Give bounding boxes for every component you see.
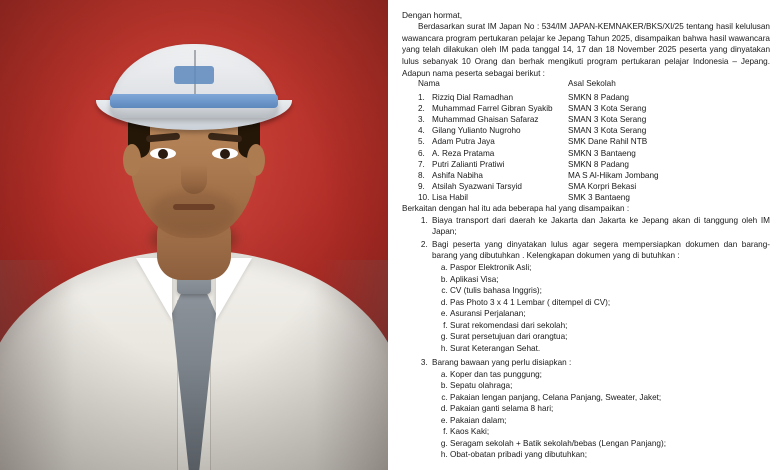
row-name: Lisa Habil [432, 192, 468, 202]
cap-stripe [110, 94, 278, 108]
row-name: Muhammad Farrel Gibran Syakib [432, 104, 553, 114]
eye-right [212, 148, 238, 159]
sub-list-item: b. Aplikasi Visa; [450, 275, 770, 286]
mouth [173, 204, 215, 210]
row-school: SMAN 3 Kota Serang [568, 126, 647, 136]
sub-list-item: h. Surat Keterangan Sehat. [450, 344, 770, 355]
table-row [418, 115, 659, 126]
chin-shadow [151, 190, 237, 234]
list-item-text: Barang bawaan yang perlu disiapkan : [432, 357, 572, 367]
shirt-shadow-left [0, 260, 74, 470]
table-row [418, 160, 659, 171]
table-row [418, 193, 659, 204]
ear-left [123, 144, 141, 176]
page-bottom-fade [388, 460, 780, 470]
table-row [418, 182, 659, 193]
shirt-shadow-right [314, 260, 388, 470]
row-name: Rizziq Dial Ramadhan [432, 93, 513, 103]
list-item [430, 215, 770, 237]
table-row [418, 104, 659, 115]
row-school: SMKN 8 Padang [568, 159, 629, 169]
sub-list-item: c. CV (tulis bahasa Inggris); [450, 286, 770, 297]
row-name: A. Reza Pratama [432, 148, 495, 158]
row-number: 8. [418, 170, 425, 180]
table-row [418, 126, 659, 137]
list-item [430, 357, 770, 462]
letter-body [388, 0, 780, 470]
participants-table [418, 93, 659, 203]
sub-list-item: d. Pakaian ganti selama 8 hari; [450, 404, 770, 415]
sub-list-item: d. Pas Photo 3 x 4 1 Lembar ( ditempel di CV); [450, 298, 770, 309]
row-number: 1. [418, 93, 425, 103]
eyebrow-left [146, 133, 180, 143]
row-number: 9. [418, 181, 425, 191]
sub-list-item: c. Pakaian lengan panjang, Celana Panjang, Sweater, Jaket; [450, 393, 770, 404]
row-school: SMKN 3 Bantaeng [568, 148, 636, 158]
row-name: Ashifa Nabiha [432, 170, 483, 180]
row-number: 3. [418, 115, 425, 125]
documents-sublist [432, 263, 770, 354]
table-row [418, 149, 659, 160]
sub-list-item: g. Seragam sekolah + Batik sekolah/bebas (Lengan Panjang); [450, 439, 770, 450]
row-school: SMKN 8 Padang [568, 93, 629, 103]
ear-right [247, 144, 265, 176]
sub-list-item: f. Surat rekomendasi dari sekolah; [450, 321, 770, 332]
row-school: SMK Dane Rahil NTB [568, 137, 648, 147]
list-item-text: Biaya transport dari daerah ke Jakarta dan Jakarta ke Jepang akan di tanggung oleh IM Japan; [432, 215, 770, 236]
pupil-right [220, 149, 230, 159]
column-header-school: Asal Sekolah [568, 79, 616, 89]
baseball-cap [110, 44, 278, 118]
row-name: Atsilah Syazwani Tarsyid [432, 181, 522, 191]
table-row [418, 137, 659, 148]
list-item [430, 239, 770, 355]
eye-left [150, 148, 176, 159]
list-item-text: Bagi peserta yang dinyatakan lulus agar segera mempersiapkan dokumen dan barang-barang yang dibutuhkan . Kelengkapan dokumen yang di butuhkan : [432, 239, 770, 261]
sub-list-item: g. Surat persetujuan dari orangtua; [450, 332, 770, 343]
row-school: MA S Al-Hikam Jombang [568, 170, 659, 180]
section-lead: Berkaitan dengan hal itu ada beberapa hal yang disampaikan : [402, 203, 630, 213]
sub-list-item: a. Koper dan tas punggung; [450, 370, 770, 381]
row-school: SMAN 3 Kota Serang [568, 104, 647, 114]
participants-table-header [418, 79, 770, 90]
luggage-sublist [432, 370, 770, 461]
sub-list-item: h. Obat-obatan pribadi yang dibutuhkan; [450, 450, 770, 461]
row-name: Putri Zalianti Pratiwi [432, 159, 505, 169]
row-school: SMAN 3 Kota Serang [568, 115, 647, 125]
sub-list-item: e. Pakaian dalam; [450, 416, 770, 427]
row-name: Muhammad Ghaisan Safaraz [432, 115, 539, 125]
cap-logo-icon [174, 66, 214, 84]
sub-list-item: a. Paspor Elektronik Asli; [450, 263, 770, 274]
pupil-left [158, 149, 168, 159]
row-name: Adam Putra Jaya [432, 137, 495, 147]
notes-list [418, 215, 770, 462]
sub-list-item: b. Sepatu olahraga; [450, 381, 770, 392]
row-number: 6. [418, 148, 425, 158]
person-figure [0, 0, 388, 470]
table-row [418, 171, 659, 182]
table-row [418, 93, 659, 104]
row-school: SMK 3 Bantaeng [568, 192, 630, 202]
sub-list-item: e. Asuransi Perjalanan; [450, 309, 770, 320]
row-number: 5. [418, 137, 425, 147]
row-number: 7. [418, 159, 425, 169]
column-header-name: Nama [418, 79, 440, 89]
row-name: Gilang Yulianto Nugroho [432, 126, 521, 136]
row-school: SMA Korpri Bekasi [568, 181, 637, 191]
row-number: 2. [418, 104, 425, 114]
row-number: 10. [418, 192, 430, 202]
student-photo [0, 0, 388, 470]
sub-list-item: f. Kaos Kaki; [450, 427, 770, 438]
intro-paragraph: Berdasarkan surat IM Japan No : 534/IM JAPAN-KEMNAKER/BKS/XI/25 tentang hasil kelulusan wawancara program pertukaran pelajar ke Jepang Tahun 2025, disampaikan bahwa hasil wawancara yang telah dilakukan oleh IM pada tanggal 14, 17 dan 18 November 2025 peserta yang dinyatakan lulus sebanyak 10 Orang dan berhak mengikuti program pertukaran pelajar Indonesia – Jepang. Adapun nama peserta sebagai berikut : [402, 22, 770, 78]
salutation: Dengan hormat, [402, 10, 463, 20]
row-number: 4. [418, 126, 425, 136]
